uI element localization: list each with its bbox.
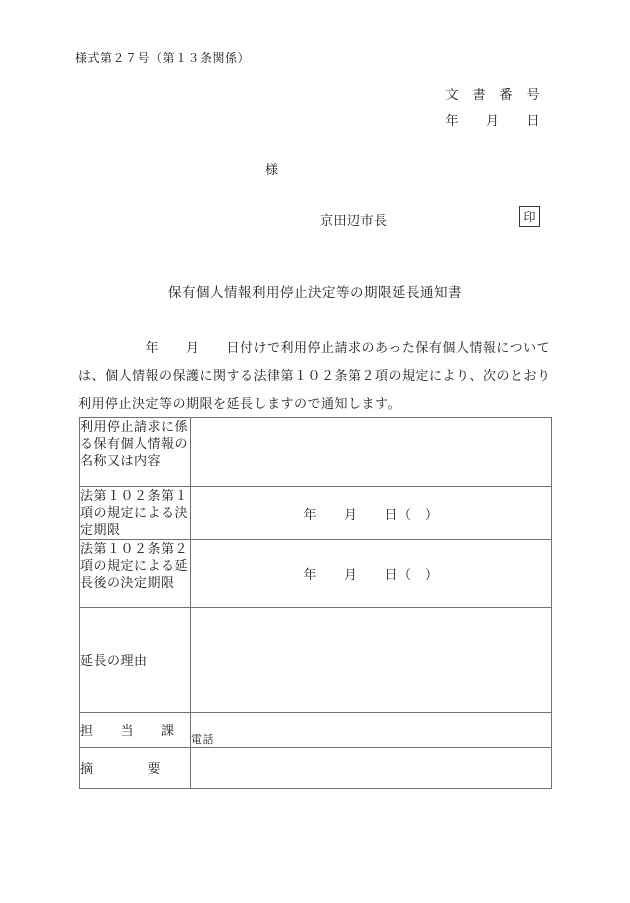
- sender-name: 京田辺市長: [320, 213, 388, 228]
- notice-table: [79, 417, 552, 789]
- table-row: [80, 713, 552, 748]
- phone-label: 電話: [191, 713, 552, 748]
- decision-deadline-value: 年 月 日（ ）: [191, 487, 552, 540]
- table-row: [80, 418, 552, 487]
- date-line: 年 月 日: [445, 113, 540, 128]
- body-line: 年 月 日付けで利用停止請求のあった保有個人情報について: [78, 340, 551, 355]
- table-row: [80, 487, 552, 540]
- table-row: [80, 608, 552, 713]
- body-paragraph: [78, 334, 568, 418]
- decision-deadline-label: 法第１０２条第１項の規定による決定期限: [80, 487, 191, 540]
- extended-deadline-value: 年 月 日（ ）: [191, 540, 552, 608]
- extension-reason-label: 延長の理由: [80, 608, 191, 713]
- info-name-value: [191, 418, 552, 487]
- extended-deadline-label: 法第１０２条第２項の規定による延長後の決定期限: [80, 540, 191, 608]
- document-number-label: 文 書 番 号: [445, 87, 540, 102]
- body-line: は、個人情報の保護に関する法律第１０２条第２項の規定により、次のとおり: [78, 368, 551, 383]
- form-number-label: 様式第２７号（第１３条関係）: [75, 51, 251, 65]
- extension-reason-value: [191, 608, 552, 713]
- seal-icon: 印: [519, 206, 540, 227]
- table-row: [80, 540, 552, 608]
- remarks-value: [191, 748, 552, 789]
- department-label: 担 当 課: [80, 713, 191, 748]
- body-line: 利用停止決定等の期限を延長しますので通知します。: [78, 396, 401, 411]
- document-title: 保有個人情報利用停止決定等の期限延長通知書: [168, 285, 462, 300]
- table-row: [80, 748, 552, 789]
- info-name-label: 利用停止請求に係る保有個人情報の名称又は内容: [80, 418, 191, 487]
- addressee-honorific: 様: [265, 162, 279, 177]
- remarks-label: 摘 要: [80, 748, 191, 789]
